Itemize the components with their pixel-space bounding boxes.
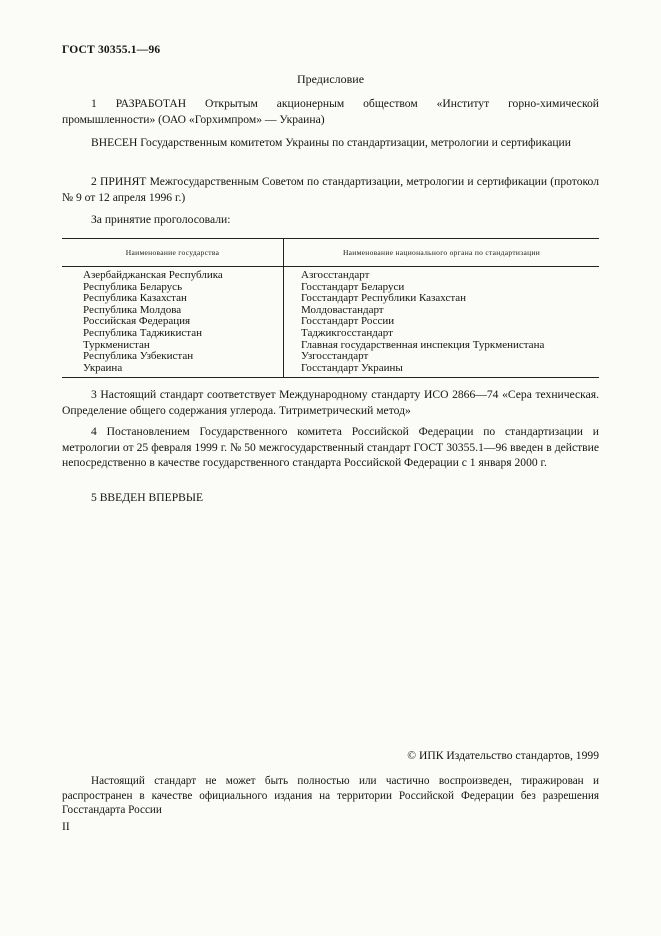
- body-cell: Таджикгосстандарт: [301, 326, 393, 339]
- state-cell: Республика Казахстан: [62, 293, 284, 305]
- paragraph-introduced: ВНЕСЕН Государственным комитетом Украины по стандартизации, метрологии и сертификации: [91, 136, 571, 149]
- column-header-state: Наименование государства: [62, 239, 284, 267]
- body-cell: Азгосстандарт: [301, 269, 370, 281]
- copyright-notice: © ИПК Издательство стандартов, 1999: [407, 749, 599, 762]
- table-row: [62, 351, 599, 363]
- table-row: [62, 363, 599, 378]
- document-id: ГОСТ 30355.1—96: [62, 44, 161, 56]
- body-cell: Молдовастандарт: [301, 303, 384, 316]
- paragraph-developed: 1 РАЗРАБОТАН Открытым акционерным обществом «Институт горно-химической промышленности» (ОАО «Горхимпром» — Украина): [62, 97, 599, 126]
- state-cell: Республика Молдова: [62, 305, 284, 317]
- states-table: [62, 238, 599, 378]
- state-cell: Азербайджанская Республика: [62, 267, 284, 282]
- body-cell: Узгосстандарт: [301, 350, 369, 363]
- paragraph-resolution: 4 Постановлением Государственного комитета Российской Федерации по стандартизации и метрологии от 25 февраля 1999 г. № 50 межгосударственный стандарт ГОСТ 30355.1—96 введен в действие непосредственно в качестве государственного стандарта Российской Федерации с 1 января 2000 г.: [62, 425, 599, 469]
- section-title: Предисловие: [296, 72, 365, 86]
- paragraph-conformity: 3 Настоящий стандарт соответствует Международному стандарту ИСО 2866—74 «Сера техническая. Определение общего содержания углерода. Титриметрический метод»: [62, 388, 599, 417]
- state-cell: Российская Федерация: [62, 316, 284, 328]
- body-cell: Госстандарт Беларуси: [301, 280, 405, 293]
- state-cell: Туркменистан: [62, 340, 284, 352]
- state-cell: Республика Беларусь: [62, 282, 284, 294]
- reproduction-notice: Настоящий стандарт не может быть полностью или частично воспроизведен, тиражирован и распространен в качестве официального издания на территории Российской Федерации без разрешения Госстандарта России: [62, 775, 599, 816]
- state-cell: Республика Таджикистан: [62, 328, 284, 340]
- table-header-row: [62, 239, 599, 267]
- table-row: [62, 328, 599, 340]
- body-cell: Госстандарт Республики Казахстан: [301, 292, 467, 305]
- body-cell: Госстандарт России: [301, 315, 395, 328]
- state-cell: Республика Узбекистан: [62, 351, 284, 363]
- body-cell: Госстандарт Украины: [284, 363, 600, 378]
- column-header-body: Наименование национального органа по стандартизации: [284, 239, 600, 267]
- table-row: [62, 267, 599, 282]
- vote-label: За принятие проголосовали:: [91, 213, 231, 226]
- paragraph-first-introduced: 5 ВВЕДЕН ВПЕРВЫЕ: [91, 491, 204, 504]
- paragraph-adopted: 2 ПРИНЯТ Межгосударственным Советом по стандартизации, метрологии и сертификации (протокол № 9 от 12 апреля 1996 г.): [62, 175, 599, 204]
- state-cell: Украина: [62, 363, 284, 378]
- body-cell: Главная государственная инспекция Туркменистана: [301, 338, 545, 351]
- page-number: II: [62, 820, 70, 833]
